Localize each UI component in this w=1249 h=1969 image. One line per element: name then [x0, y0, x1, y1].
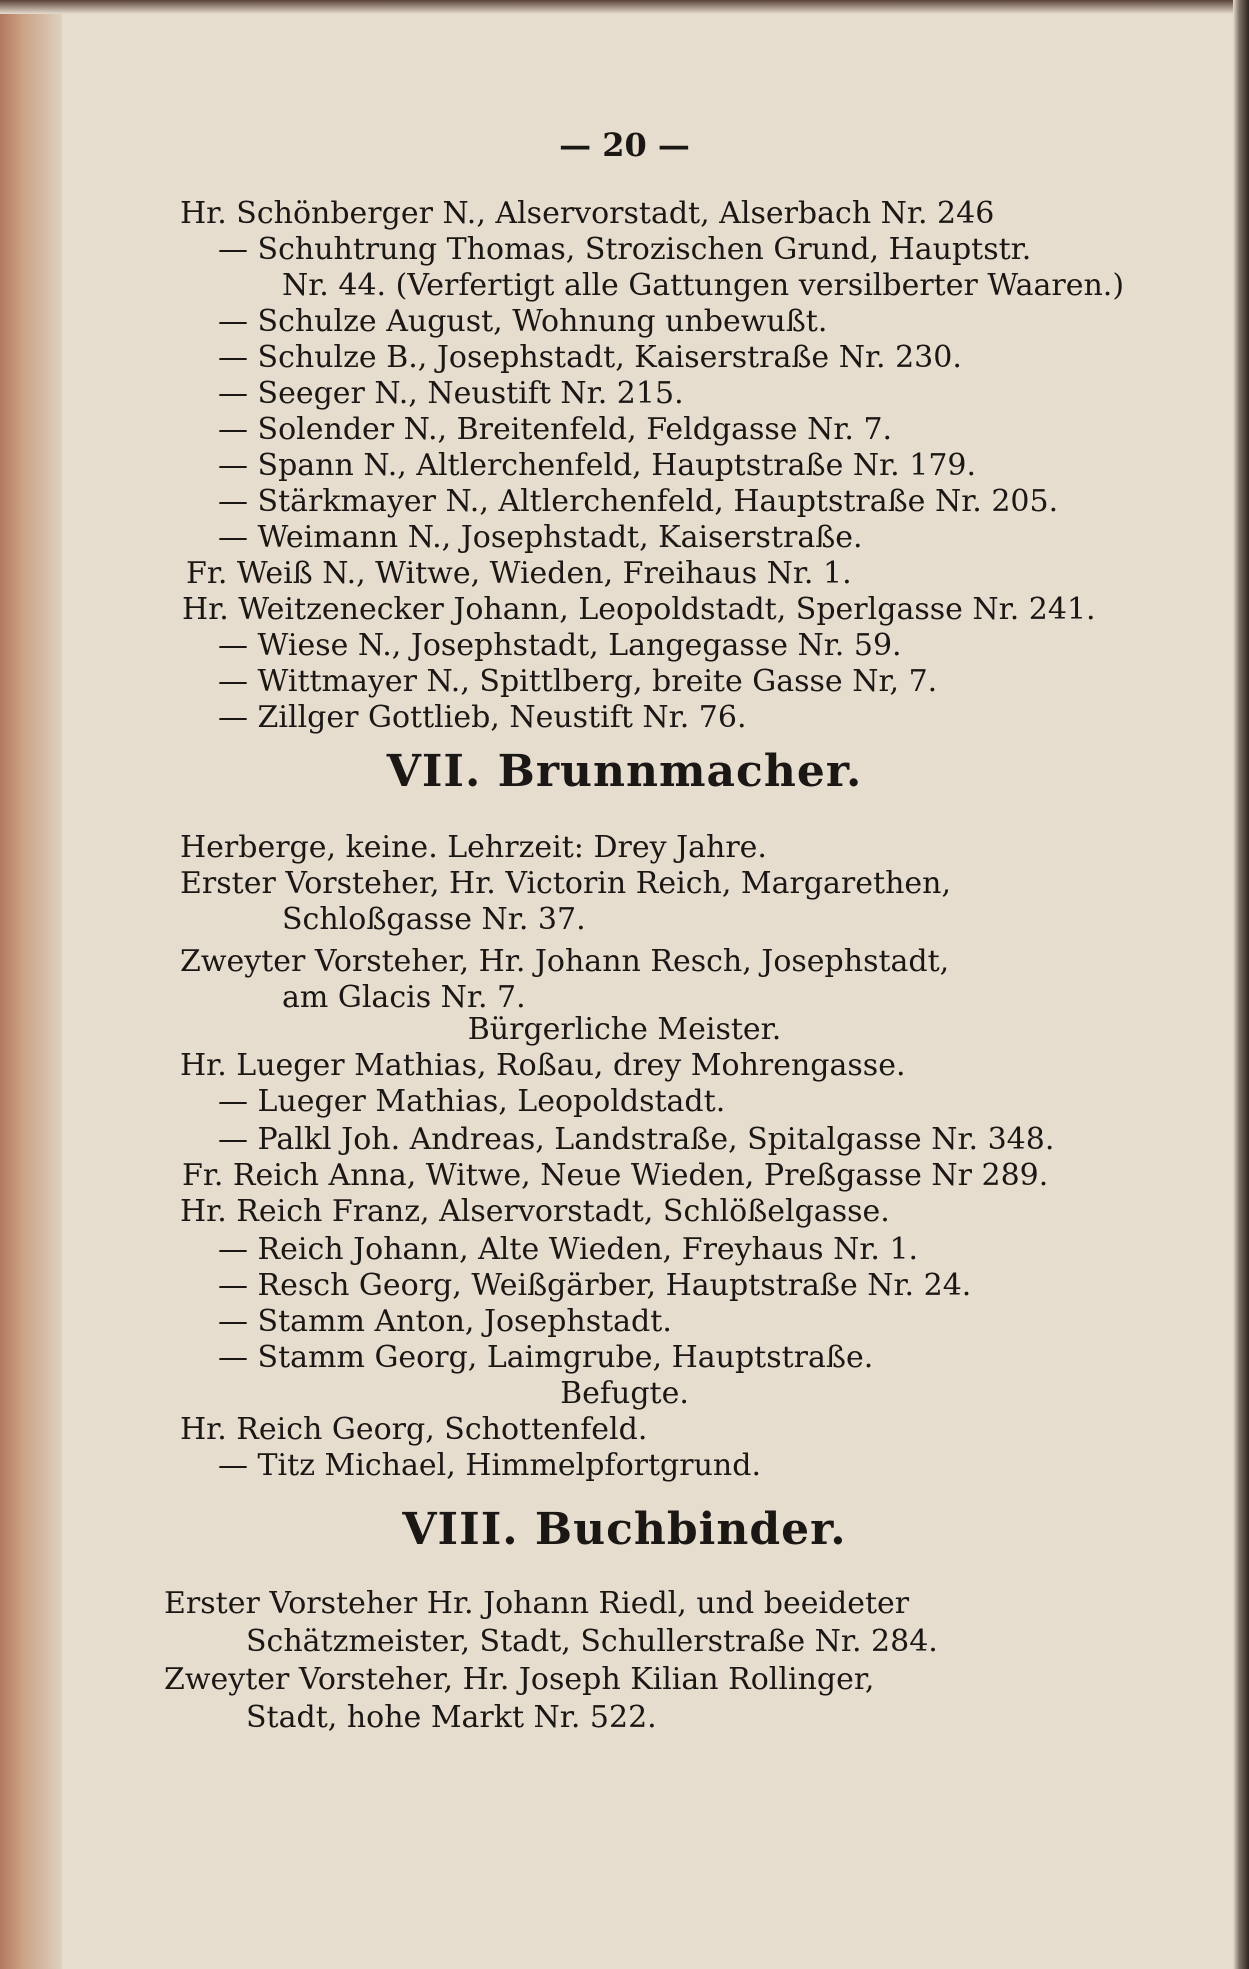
entry-line: Hr. Reich Franz, Alservorstadt, Schlößelgasse. [180, 1194, 890, 1229]
entry-line: Hr. Weitzenecker Johann, Leopoldstadt, Sperlgasse Nr. 241. [182, 592, 1096, 627]
entry-line: — Lueger Mathias, Leopoldstadt. [218, 1084, 726, 1119]
entry-line: — Titz Michael, Himmelpfortgrund. [218, 1448, 761, 1483]
entry-line: — Schuhtrung Thomas, Strozischen Grund, Hauptstr. [218, 232, 1032, 267]
entry-line: Stadt, hohe Markt Nr. 522. [246, 1700, 657, 1735]
entry-line: Hr. Lueger Mathias, Roßau, drey Mohrengasse. [180, 1048, 906, 1083]
entry-line: — Seeger N., Neustift Nr. 215. [218, 376, 684, 411]
entry-line: Zweyter Vorsteher, Hr. Johann Resch, Josephstadt, [180, 944, 950, 979]
entry-line: Herberge, keine. Lehrzeit: Drey Jahre. [180, 830, 767, 865]
entry-line: — Spann N., Altlerchenfeld, Hauptstraße Nr. 179. [218, 448, 977, 483]
entry-line: — Weimann N., Josephstadt, Kaiserstraße. [218, 520, 863, 555]
entry-line: — Stamm Anton, Josephstadt. [218, 1304, 672, 1339]
entry-line: — Stärkmayer N., Altlerchenfeld, Hauptstraße Nr. 205. [218, 484, 1059, 519]
entry-line: — Reich Johann, Alte Wieden, Freyhaus Nr. 1. [218, 1232, 919, 1267]
entry-line: Hr. Reich Georg, Schottenfeld. [180, 1412, 648, 1447]
section-heading: VIII. Buchbinder. [402, 1504, 847, 1555]
page-number: — 20 — [559, 126, 690, 164]
entry-line: — Solender N., Breitenfeld, Feldgasse Nr. 7. [218, 412, 893, 447]
entry-line: Erster Vorsteher, Hr. Victorin Reich, Margarethen, [180, 866, 952, 901]
entry-line: — Resch Georg, Weißgärber, Hauptstraße Nr. 24. [218, 1268, 972, 1303]
subsection-heading: Bürgerliche Meister. [467, 1012, 782, 1047]
entry-line: Nr. 44. (Verfertigt alle Gattungen versilberter Waaren.) [282, 268, 1125, 303]
entry-line: — Wittmayer N., Spittlberg, breite Gasse Nr, 7. [218, 664, 938, 699]
subsection-heading: Befugte. [560, 1376, 689, 1411]
entry-line: Zweyter Vorsteher, Hr. Joseph Kilian Rollinger, [164, 1662, 875, 1697]
section-heading: VII. Brunnmacher. [386, 746, 863, 797]
entry-line: Erster Vorsteher Hr. Johann Riedl, und beeideter [164, 1586, 910, 1621]
entry-line: — Wiese N., Josephstadt, Langegasse Nr. 59. [218, 628, 902, 663]
entry-line: Hr. Schönberger N., Alservorstadt, Alserbach Nr. 246 [180, 196, 995, 231]
entry-line: Fr. Reich Anna, Witwe, Neue Wieden, Preßgasse Nr 289. [182, 1158, 1049, 1193]
entry-line: — Zillger Gottlieb, Neustift Nr. 76. [218, 700, 747, 735]
entry-line: Schloßgasse Nr. 37. [282, 902, 586, 937]
entry-line: — Schulze B., Josephstadt, Kaiserstraße Nr. 230. [218, 340, 962, 375]
entry-line: Schätzmeister, Stadt, Schullerstraße Nr. 284. [246, 1624, 938, 1659]
entry-line: am Glacis Nr. 7. [282, 980, 526, 1015]
entry-line: — Stamm Georg, Laimgrube, Hauptstraße. [218, 1340, 874, 1375]
entry-line: — Schulze August, Wohnung unbewußt. [218, 304, 828, 339]
entry-line: Fr. Weiß N., Witwe, Wieden, Freihaus Nr. 1. [186, 556, 852, 591]
entry-line: — Palkl Joh. Andreas, Landstraße, Spitalgasse Nr. 348. [218, 1122, 1055, 1157]
